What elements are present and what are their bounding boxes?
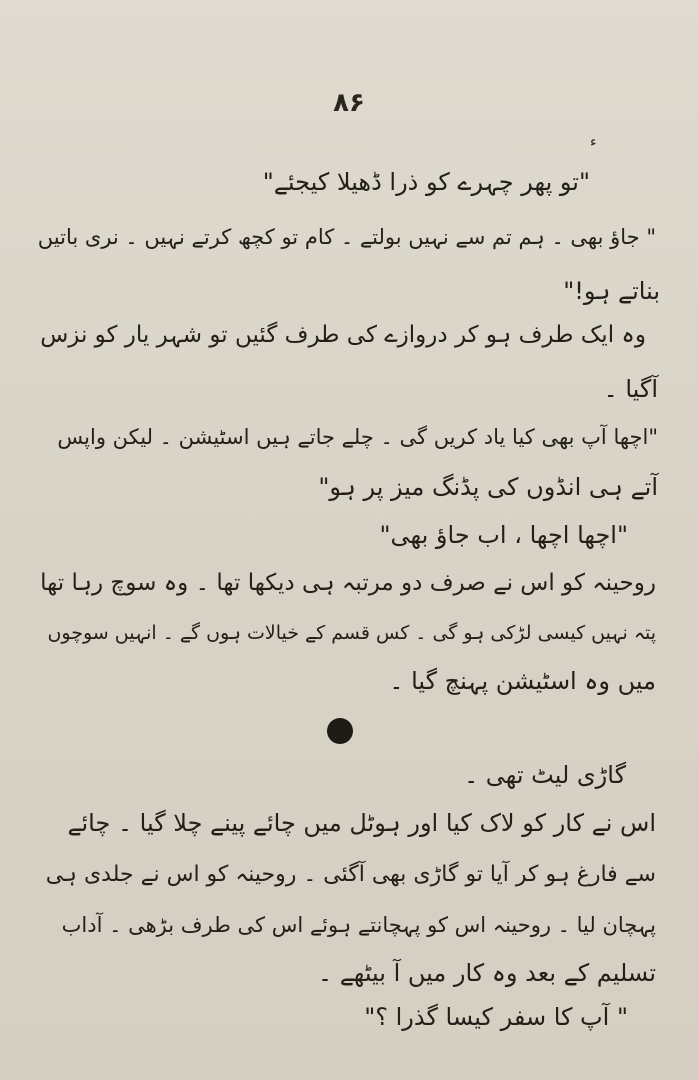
text-line: اس نے کار کو لاک کیا اور ہوٹل میں چائے پینے چلا گیا ۔ چائے	[67, 809, 656, 837]
text-line: آگیا ۔	[603, 375, 658, 403]
text-line: پہچان لیا ۔ روحینہ اس کو پہچانتے ہوئے اس کی طرف بڑھی ۔ آداب	[61, 913, 656, 937]
text-line: "اچھا آپ بھی کیا یاد کریں گی ۔ چلے جاتے ہیں اسٹیشن ۔ لیکن واپس	[57, 425, 658, 449]
text-line: روحینہ کو اس نے صرف دو مرتبہ ہی دیکھا تھا ۔ وہ سوچ رہا تھا	[40, 570, 656, 596]
section-separator-dot	[327, 718, 353, 744]
text-line: " آپ کا سفر کیسا گذرا ؟"	[364, 1003, 628, 1031]
text-line: تسلیم کے بعد وہ کار میں آ بیٹھے ۔	[318, 959, 656, 987]
page-number: ۸۶	[333, 88, 365, 118]
text-line: پتہ نہیں کیسی لڑکی ہو گی ۔ کس قسم کے خیالات ہوں گے ۔ انہیں سوچوں	[47, 622, 656, 644]
text-line: "تو پھر چہرے کو ذرا ڈھیلا کیجئے"	[262, 168, 590, 196]
text-line: گاڑی لیٹ تھی ۔	[464, 761, 626, 789]
text-line: آتے ہی انڈوں کی پڈنگ میز پر ہو"	[318, 473, 658, 501]
text-line: سے فارغ ہو کر آیا تو گاڑی بھی آگئی ۔ روحینہ کو اس نے جلدی ہی	[45, 862, 656, 887]
text-line: " جاؤ بھی ۔ ہم تم سے نہیں بولتے ۔ کام تو کچھ کرتے نہیں ۔ نری باتیں	[37, 225, 656, 249]
ink-mark: ء	[590, 134, 597, 150]
text-line: میں وہ اسٹیشن پہنچ گیا ۔	[389, 667, 656, 695]
text-line: وہ ایک طرف ہو کر دروازے کی طرف گئیں تو شہر یار کو نزس	[40, 322, 646, 348]
text-line: بناتے ہو!"	[563, 277, 660, 305]
text-line: "اچھا اچھا ، اب جاؤ بھی"	[379, 521, 628, 549]
